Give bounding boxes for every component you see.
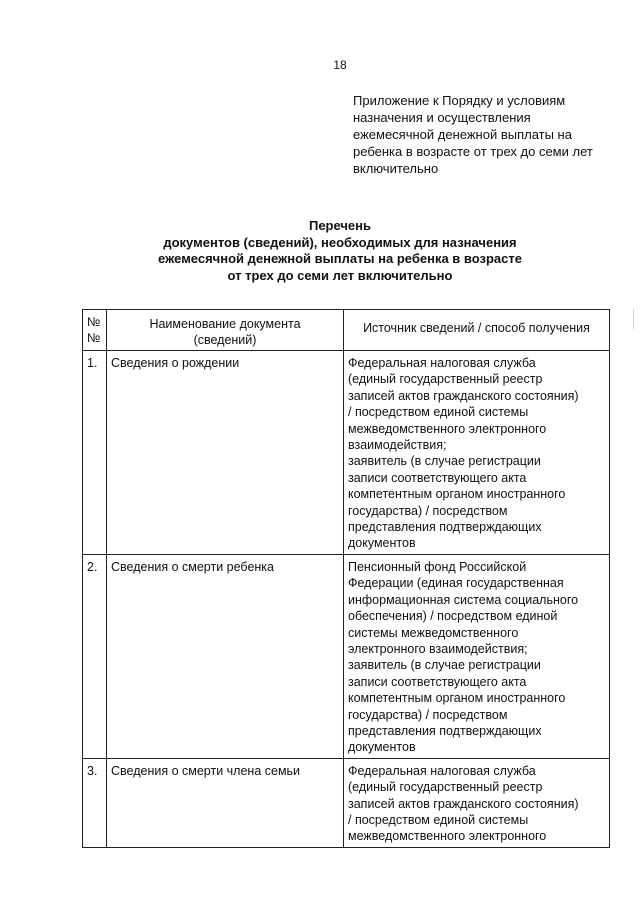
source-line: / посредством единой системы [348, 405, 529, 420]
row-number: 1. [83, 351, 107, 555]
appendix-line: включительно [353, 161, 439, 176]
header-name-line: Наименование документа [149, 317, 301, 331]
source-line: записи соответствующего акта [348, 470, 527, 485]
source-line: обеспечения) / посредством единой [348, 609, 558, 624]
header-document-name [107, 310, 344, 351]
source-line: государства) / посредством [348, 503, 508, 518]
appendix-line: Приложение к Порядку и условиям [353, 93, 566, 108]
header-number-line: № [87, 331, 101, 345]
title-line: от трех до семи лет включительно [227, 267, 453, 283]
table-header-row [83, 310, 610, 351]
row-source [344, 351, 610, 555]
appendix-line: назначения и осуществления [353, 110, 531, 125]
source-line: заявитель (в случае регистрации [348, 658, 541, 673]
title-line: документов (сведений), необходимых для назначения [163, 234, 517, 250]
appendix-line: ребенка в возрасте от трех до семи лет [353, 144, 593, 159]
scan-artifact-line [633, 309, 634, 329]
header-number-line: № [87, 315, 101, 329]
appendix-line: ежемесячной денежной выплаты на [353, 127, 572, 142]
source-line: документов [348, 536, 416, 551]
source-line: взаимодействия; [348, 438, 447, 453]
source-line: компетентным органом иностранного [348, 691, 566, 706]
row-source [344, 554, 610, 758]
source-line: Пенсионный фонд Российской [348, 559, 527, 574]
source-line: записей актов гражданского состояния) [348, 388, 579, 403]
documents-table [82, 309, 610, 848]
source-line: Федерации (единая государственная [348, 576, 564, 591]
row-number: 3. [83, 758, 107, 847]
source-line: Федеральная налоговая служба [348, 356, 536, 370]
row-document-name: Сведения о смерти члена семьи [107, 758, 344, 847]
row-document-name: Сведения о смерти ребенка [107, 554, 344, 758]
source-line: компетентным органом иностранного [348, 487, 566, 502]
header-number [83, 310, 107, 351]
table-row [83, 758, 610, 847]
source-line: (единый государственный реестр [348, 780, 543, 795]
source-line: (единый государственный реестр [348, 372, 543, 387]
source-line: представления подтверждающих [348, 723, 542, 738]
title-line: ежемесячной денежной выплаты на ребенка в возрасте [158, 251, 522, 266]
header-name-line: (сведений) [193, 333, 257, 347]
source-line: Федеральная налоговая служба [348, 763, 536, 778]
source-line: заявитель (в случае регистрации [348, 454, 541, 469]
source-line: записи соответствующего акта [348, 674, 527, 689]
header-source-text: Источник сведений / способ получения [363, 321, 590, 335]
row-source [344, 758, 610, 847]
title-line: Перечень [308, 218, 372, 233]
document-title [100, 218, 580, 284]
source-line: / посредством единой системы [348, 812, 529, 827]
row-number: 2. [83, 554, 107, 758]
page-number: 18 [333, 58, 347, 72]
table-row [83, 554, 610, 758]
source-line: документов [348, 740, 416, 755]
source-line: электронного взаимодействия; [348, 641, 528, 656]
source-line: информационная система социального [348, 592, 579, 607]
table-row [83, 351, 610, 555]
source-line: системы межведомственного [348, 625, 519, 640]
source-line: записей актов гражданского состояния) [348, 796, 579, 811]
source-line: межведомственного электронного [348, 421, 547, 436]
header-source [344, 310, 610, 351]
appendix-note [353, 92, 613, 177]
row-document-name: Сведения о рождении [107, 351, 344, 555]
source-line: представления подтверждающих [348, 520, 542, 535]
source-line: государства) / посредством [348, 707, 508, 722]
source-line: межведомственного электронного [348, 829, 547, 844]
